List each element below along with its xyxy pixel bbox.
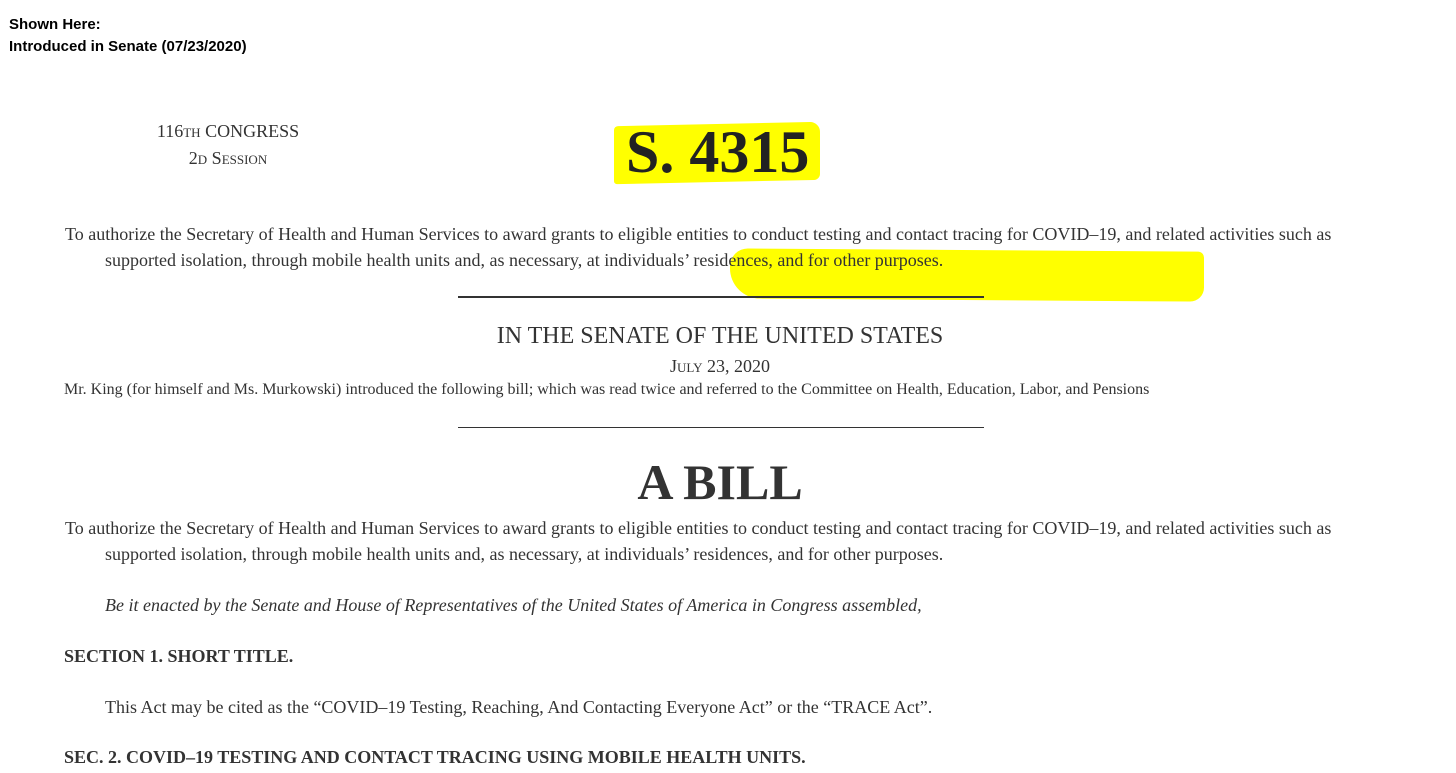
section-1-text: This Act may be cited as the “COVID–19 Testing, Reaching, And Contacting Everyone Act” or the “TRACE Act”. xyxy=(105,697,933,717)
bill-number-block xyxy=(614,119,820,185)
congress-session-block xyxy=(128,118,328,172)
shown-here-label: Shown Here: xyxy=(9,16,101,33)
version-label: Introduced in Senate (07/23/2020) xyxy=(9,38,247,55)
divider-rule xyxy=(458,296,984,298)
purpose-text-bottom: To authorize the Secretary of Health and Human Services to award grants to eligible entities to conduct testing and contact tracing for COVID–19, and related activities such as supported isolation, through mobile health units and, as necessary, at individuals’ residences, and for other purposes. xyxy=(65,518,1332,564)
session-number: 2d Session xyxy=(188,148,268,168)
divider-rule xyxy=(458,427,984,428)
purpose-text-top: To authorize the Secretary of Health and Human Services to award grants to eligible entities to conduct testing and contact tracing for COVID–19, and related activities such as supported isolation, through mobile health units and, as necessary, at individuals’ residences, and for other purposes. xyxy=(65,224,1332,270)
section-1-heading: SECTION 1. SHORT TITLE. xyxy=(64,646,294,666)
introduction-statement: Mr. King (for himself and Ms. Murkowski) introduced the following bill; which was read twice and referred to the Committee on Health, Education, Labor, and Pensions xyxy=(64,381,1150,398)
bill-number: S. 4315 xyxy=(626,119,810,185)
introduction-date: July 23, 2020 xyxy=(670,356,770,376)
congress-number: 116th CONGRESS xyxy=(156,121,300,141)
a-bill-heading: A BILL xyxy=(637,454,803,510)
chamber-heading: IN THE SENATE OF THE UNITED STATES xyxy=(496,323,944,349)
section-2-heading: SEC. 2. COVID–19 TESTING AND CONTACT TRACING USING MOBILE HEALTH UNITS. xyxy=(64,747,806,767)
version-header xyxy=(9,14,247,58)
enacting-clause: Be it enacted by the Senate and House of Representatives of the United States of America in Congress assembled, xyxy=(105,595,922,615)
